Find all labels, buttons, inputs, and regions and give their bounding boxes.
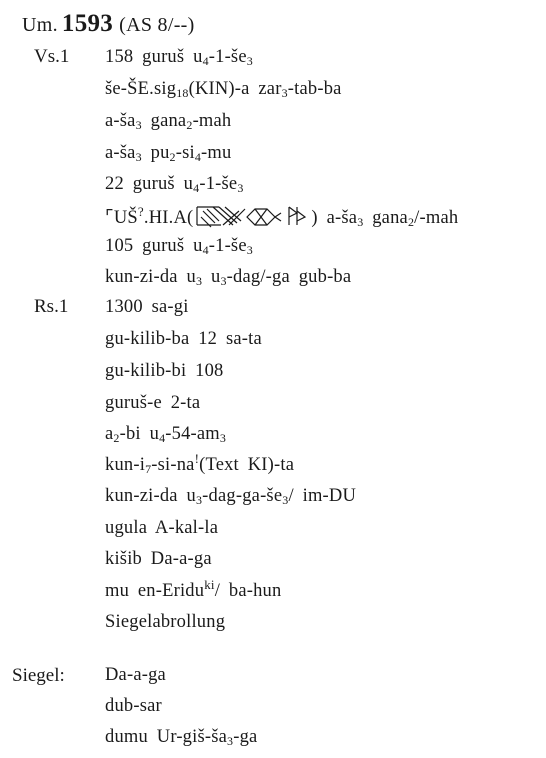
reverse-line-1: 1300 sa-gi	[105, 297, 189, 317]
seal-line-1: Da-a-ga	[105, 665, 166, 685]
reverse-line-3: gu-kilib-bi 108	[105, 361, 224, 381]
tablet-prefix: Um.	[22, 14, 58, 36]
obverse-line-6: ⌜UŠ?.HI.A( ) $a-ša_3$ gana$_2$/-mah	[105, 204, 459, 229]
obverse-line-5: 22 guruš $u_4-1-še_3$	[105, 174, 244, 195]
reverse-line-11: Siegelabrollung	[105, 612, 226, 632]
obverse-line-3: $a-ša_3$ gana$_2$-mah	[105, 111, 232, 132]
obverse-line-8: kun-zi-da $u_3$ $u_3-dag/-ga$ gub-ba	[105, 267, 352, 288]
obverse-label: Vs.1	[34, 46, 70, 67]
tablet-number: 1593	[61, 10, 114, 37]
reverse-line-9: kišib Da-a-ga	[105, 549, 212, 569]
reverse-line-10: mu en-Eridu$^{ki}$/ ba-hun	[105, 577, 282, 601]
seal-line-2: dub-sar	[105, 696, 162, 716]
cuneiform-sign-drawing	[193, 203, 311, 229]
obverse-line-1: 158 guruš $u_4-1-še_3$	[105, 47, 253, 68]
obverse-line-4: $a-ša_3$ $pu_2-si_4-mu$	[105, 143, 232, 164]
reverse-line-6: kun-$i_7-si-na^!(Text$ KI)-ta	[105, 451, 295, 476]
reverse-label: Rs.1	[34, 296, 69, 317]
reverse-line-8: ugula A-kal-la	[105, 518, 219, 538]
seal-line-3: dumu $Ur-giš-ša_3-ga$	[105, 727, 258, 748]
reverse-line-4: guruš-e 2-ta	[105, 393, 201, 413]
obverse-line-7: 105 guruš $u_4-1-še_3$	[105, 236, 253, 257]
reverse-line-7: kun-zi-da $u_3-dag-ga-še_3/$ im-DU	[105, 486, 357, 507]
tablet-date: (AS 8/--)	[119, 14, 195, 36]
obverse-line-2: še-ŠE.sig$_{18}$(KIN)-a zar$_3$-tab-ba	[105, 79, 342, 100]
reverse-line-2: gu-kilib-ba 12 sa-ta	[105, 329, 262, 349]
seal-label: Siegel:	[12, 665, 65, 686]
tablet-header	[22, 10, 195, 38]
reverse-line-5: $a_2-bi$ $u_4-54-am_3$	[105, 424, 227, 445]
